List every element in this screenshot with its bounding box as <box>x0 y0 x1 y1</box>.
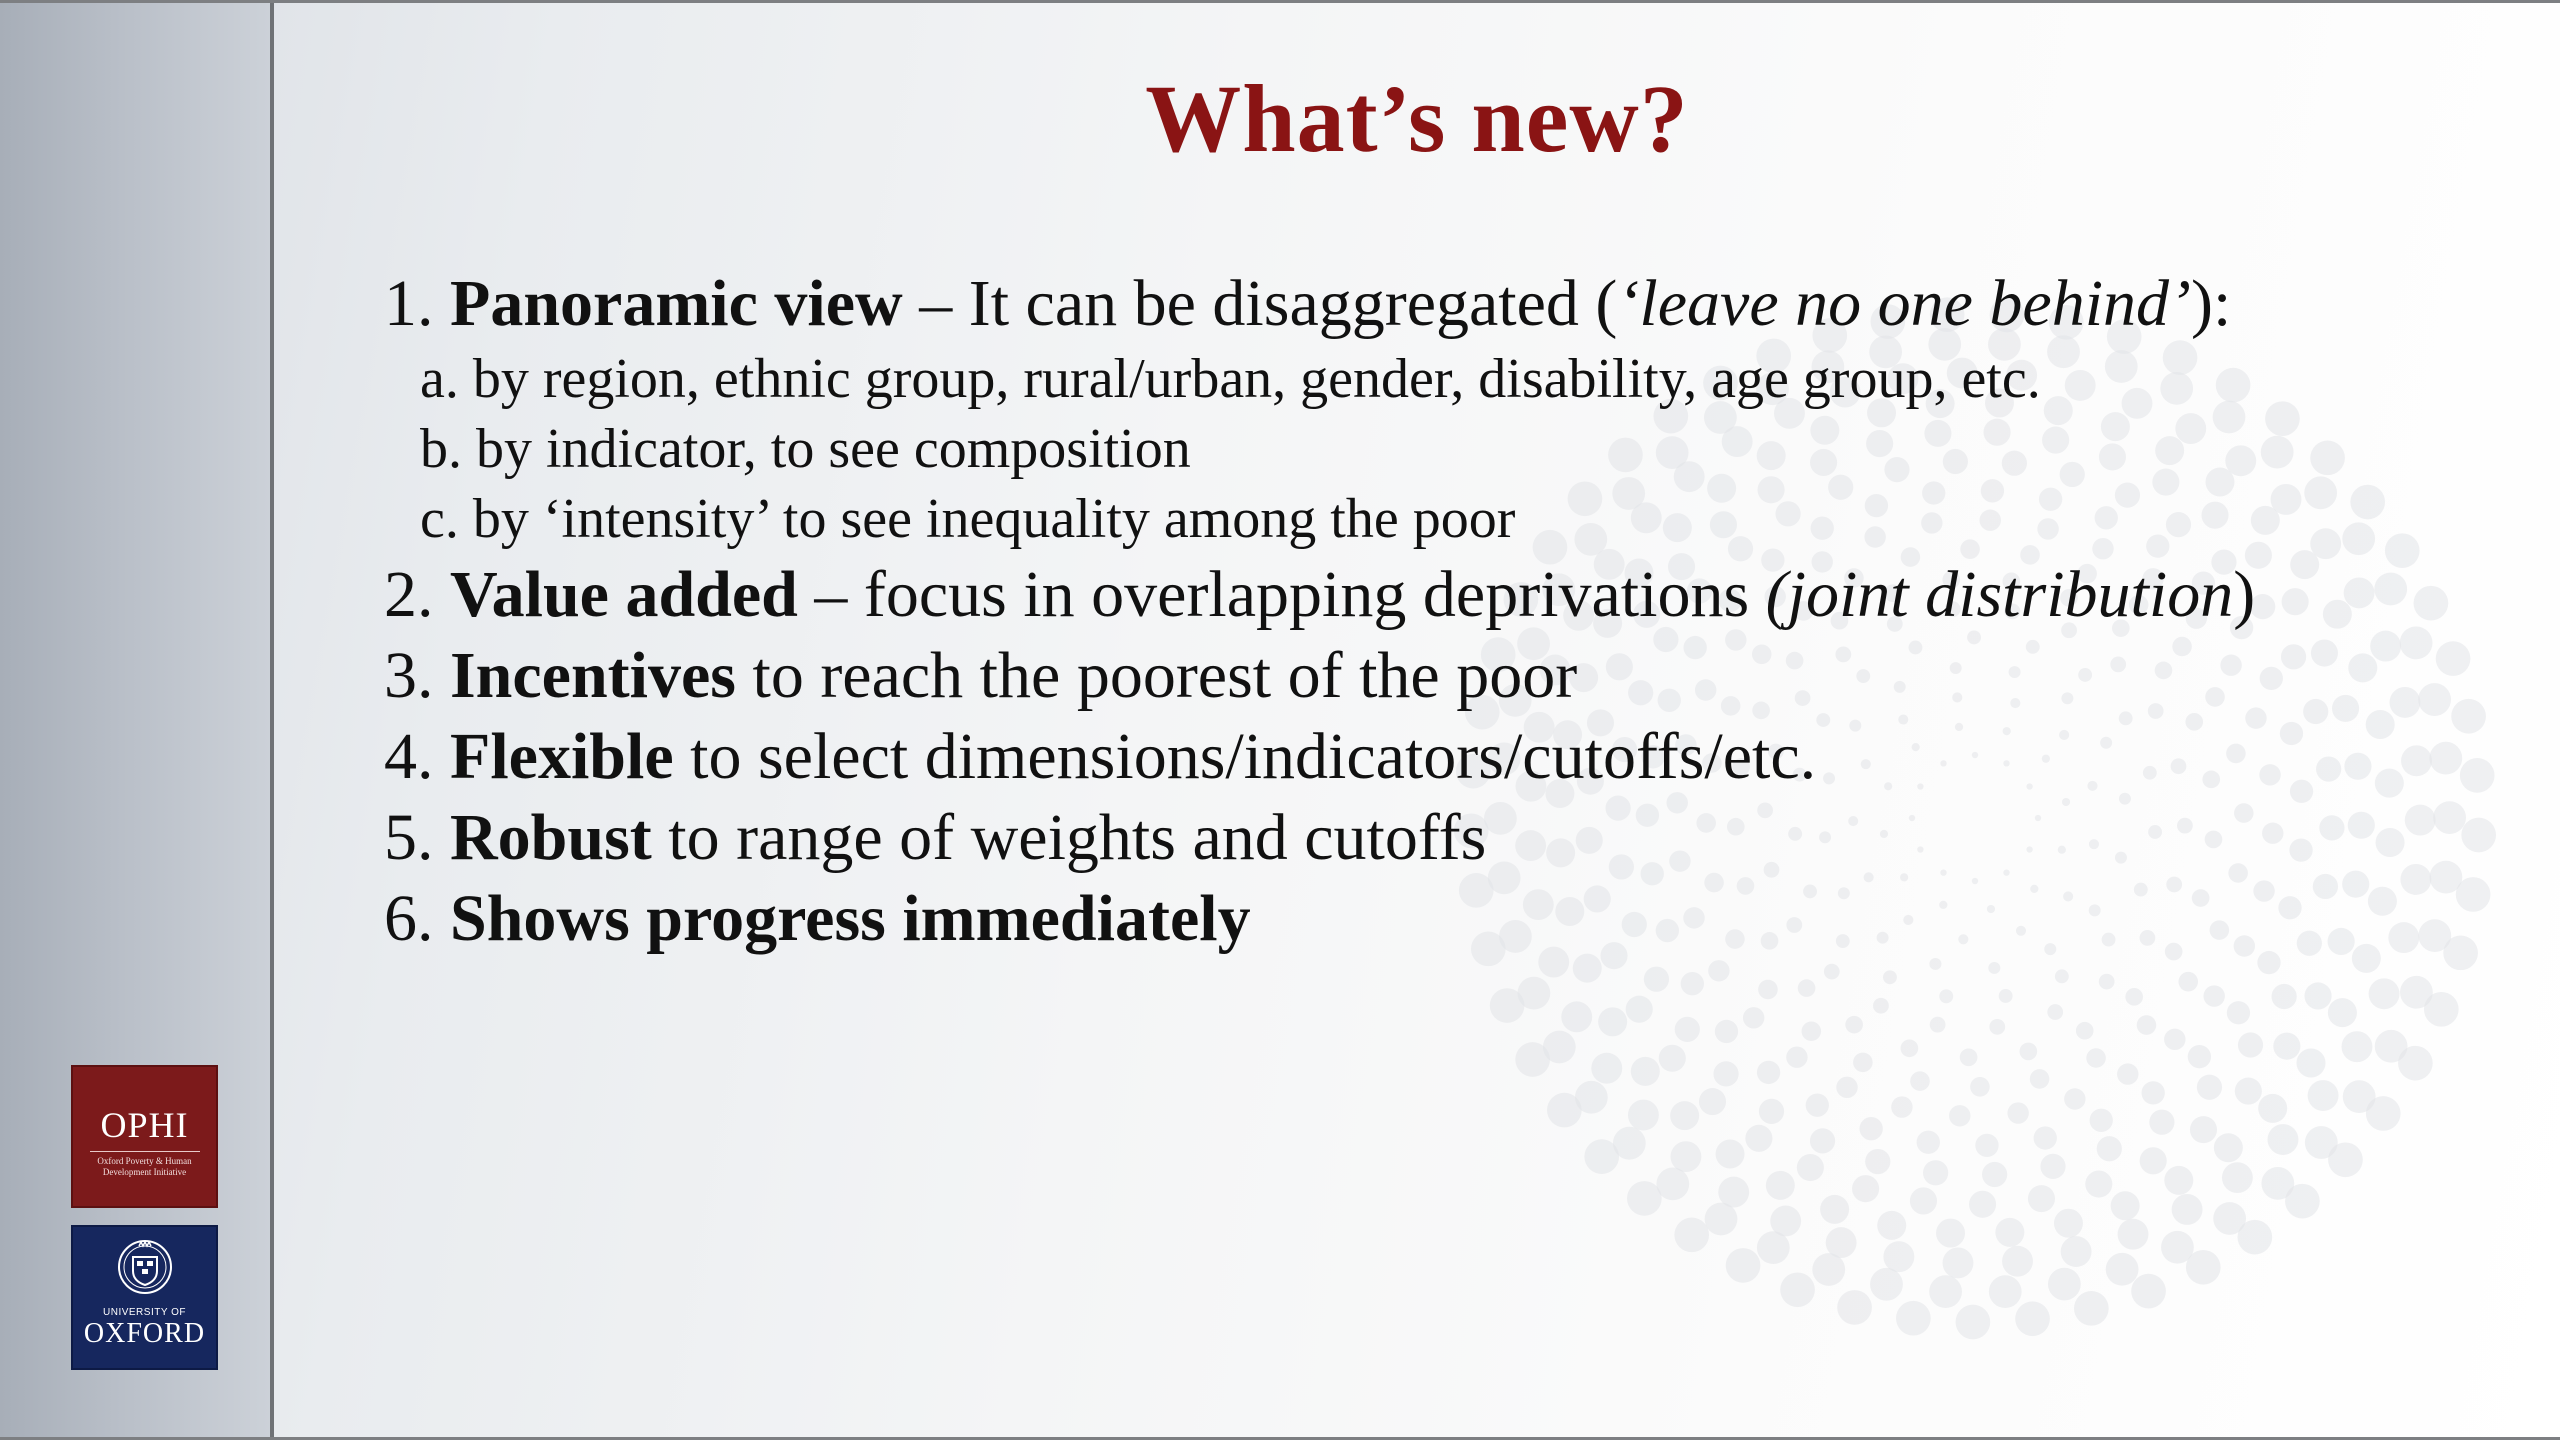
item-text: – focus in overlapping deprivations <box>797 558 1766 631</box>
sub-item-b <box>384 414 2284 484</box>
item-number: 5. <box>384 801 434 874</box>
oxford-logo <box>71 1225 218 1370</box>
item-text: to select dimensions/indicators/cutoffs/etc. <box>673 720 1817 793</box>
ophi-logo-rule <box>90 1151 200 1152</box>
sub-item-text: by indicator, to see composition <box>476 418 1191 480</box>
oxford-logo-university-of: UNIVERSITY OF <box>103 1307 186 1318</box>
sub-item-text: by ‘intensity’ to see inequality among the poor <box>472 488 1516 550</box>
item-text: to range of weights and cutoffs <box>651 801 1487 874</box>
item-heading: Value added <box>450 558 798 631</box>
item-heading: Shows progress immediately <box>450 882 1251 955</box>
item-number: 3. <box>384 639 434 712</box>
list-item-1 <box>384 263 2284 344</box>
ophi-logo <box>71 1065 218 1208</box>
sub-item-letter: b. <box>420 418 462 480</box>
item-number: 2. <box>384 558 434 631</box>
item-heading: Panoramic view <box>450 267 903 340</box>
sub-item-text: by region, ethnic group, rural/urban, gender, disability, age group, etc. <box>472 348 2041 410</box>
ophi-logo-subtitle-1: Oxford Poverty & Human <box>97 1156 192 1166</box>
list-item-5 <box>384 797 2284 878</box>
sub-item-letter: c. <box>420 488 459 550</box>
sub-item-letter: a. <box>420 348 459 410</box>
slide-sidebar <box>0 3 270 1437</box>
item-number: 4. <box>384 720 434 793</box>
item-heading: Flexible <box>450 720 674 793</box>
list-item-3 <box>384 635 2284 716</box>
sidebar-divider <box>270 3 274 1437</box>
item-heading: Robust <box>450 801 652 874</box>
item-number: 6. <box>384 882 434 955</box>
oxford-logo-name: OXFORD <box>83 1318 206 1349</box>
list-item-6 <box>384 878 2284 959</box>
list-item-2 <box>384 554 2284 635</box>
item-italic: ‘leave no one behind’ <box>1617 267 2192 340</box>
slide-title: What’s new? <box>1145 65 1689 172</box>
item-tail: ) <box>2233 558 2256 631</box>
item-text: to reach the poorest of the poor <box>735 639 1578 712</box>
ophi-logo-name: OPHI <box>100 1105 189 1145</box>
item-heading: Incentives <box>450 639 736 712</box>
item-number: 1. <box>384 267 434 340</box>
item-italic: (joint distribution <box>1765 558 2234 631</box>
slide-content <box>384 263 2284 959</box>
item-tail: ): <box>2191 267 2232 340</box>
item-text: – It can be disaggregated ( <box>902 267 1618 340</box>
list-item-4 <box>384 716 2284 797</box>
sub-item-a <box>384 344 2284 414</box>
sub-item-c <box>384 484 2284 554</box>
oxford-crest-icon <box>117 1237 173 1301</box>
ophi-logo-subtitle-2: Development Initiative <box>102 1167 187 1177</box>
